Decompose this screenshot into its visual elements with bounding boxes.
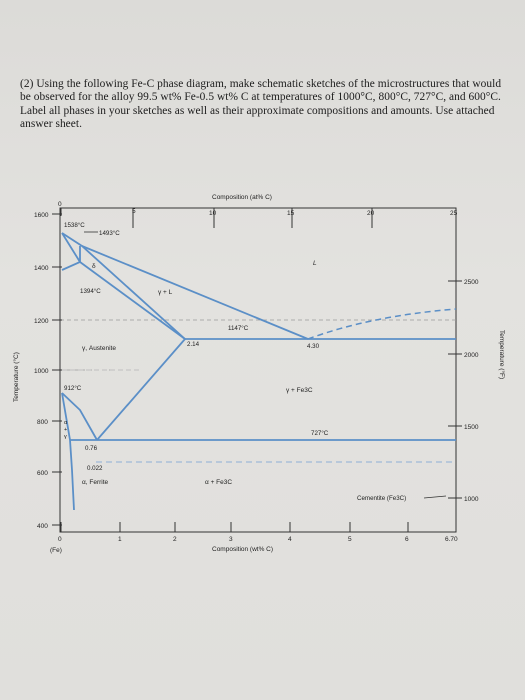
acm-line (97, 339, 185, 440)
bottom-tick-2: 2 (173, 536, 177, 543)
bottom-tick-5: 5 (348, 536, 352, 543)
top-tick-15: 15 (287, 210, 295, 217)
label-liquid: L (313, 260, 317, 267)
bottom-tick-3: 3 (229, 536, 233, 543)
left-tick-800: 800 (37, 419, 48, 426)
top-tick-25: 25 (450, 210, 458, 217)
leader-cementite (424, 496, 446, 498)
top-tick-10: 10 (209, 210, 217, 217)
label-gamma-small: γ (64, 434, 67, 440)
left-tick-600: 600 (37, 470, 48, 477)
right-axis-ticks (448, 281, 462, 498)
label-4-30: 4.30 (307, 343, 320, 350)
left-tick-1200: 1200 (34, 318, 49, 325)
label-1147: 1147°C (228, 325, 249, 332)
label-alpha-small: α (64, 420, 68, 426)
left-tick-400: 400 (37, 523, 48, 530)
right-tick-1500: 1500 (464, 424, 479, 431)
bottom-tick-1: 1 (118, 536, 122, 543)
label-912: 912°C (64, 385, 82, 392)
alpha-solvus (62, 393, 74, 510)
label-alpha-fe3c: α + Fe3C (205, 479, 233, 486)
label-cementite: Cementite (Fe3C) (357, 495, 407, 502)
top-tick-0: 0 (58, 201, 62, 208)
solidus (80, 262, 185, 339)
bottom-tick-6: 6 (405, 536, 409, 543)
top-axis-title: Composition (at% C) (212, 194, 272, 201)
right-tick-2500: 2500 (464, 279, 479, 286)
label-1538: 1538°C (64, 222, 85, 229)
left-tick-1600: 1600 (34, 212, 49, 219)
phase-boundaries (62, 233, 456, 510)
top-tick-20: 20 (367, 210, 375, 217)
right-axis-title: Temperature (°F) (498, 330, 505, 380)
label-gamma-fe3c: γ + Fe3C (286, 387, 313, 394)
bottom-origin-note: (Fe) (50, 547, 62, 554)
left-tick-1400: 1400 (34, 265, 49, 272)
label-1493: 1493°C (99, 230, 120, 237)
label-0-76: 0.76 (85, 445, 98, 452)
a3-line (62, 393, 97, 440)
top-tick-5: 5 (132, 208, 136, 215)
bottom-tick-4: 4 (288, 536, 292, 543)
label-ferrite: α, Ferrite (82, 479, 109, 486)
liquidus-to-eutectic (82, 246, 308, 339)
top-axis-ticks (61, 208, 372, 228)
label-1394: 1394°C (80, 288, 101, 295)
bottom-tick-6-70: 6.70 (445, 536, 458, 543)
question-paragraph: (2) Using the following Fe-C phase diagram, make schematic sketches of the microstructures that would be observed for the alloy 99.5 wt% Fe-0.5 wt% C at temperatures of 1000°C, 800°C, 727°C, and 600°C. Label all phases in your sketches as well as their approximate compositions and amounts. Use attached answer sheet. (20, 78, 502, 131)
liquidus-right-dashed (308, 309, 456, 339)
right-tick-1000: 1000 (464, 496, 479, 503)
left-axis-title: Temperature (°C) (13, 352, 20, 402)
bottom-axis-title: Composition (wt% C) (212, 546, 274, 553)
label-delta: δ (92, 263, 96, 270)
label-727: 727°C (311, 430, 329, 437)
label-austenite: γ, Austenite (82, 345, 116, 352)
label-2-14: 2.14 (187, 341, 200, 348)
left-tick-1000: 1000 (34, 368, 49, 375)
bottom-tick-0: 0 (58, 536, 62, 543)
label-0-022: 0.022 (87, 465, 103, 472)
right-tick-2000: 2000 (464, 352, 479, 359)
label-gamma-l: γ + L (158, 289, 173, 296)
bottom-axis-ticks (61, 522, 408, 532)
label-plus-small: + (64, 427, 68, 433)
